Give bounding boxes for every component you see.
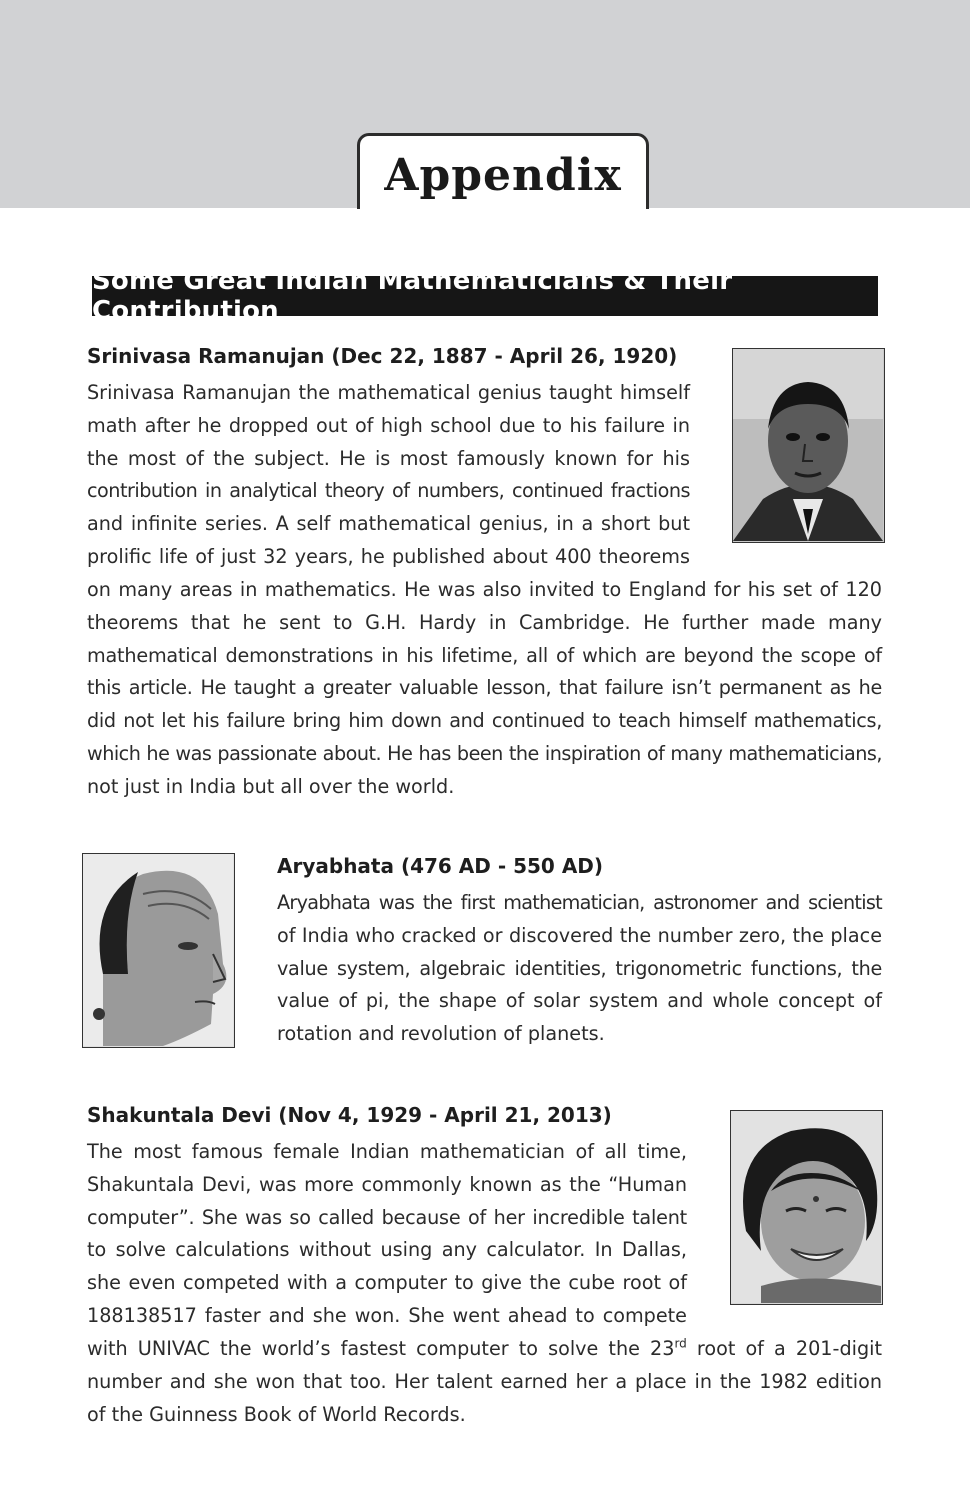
shakuntala-portrait-image bbox=[731, 1111, 881, 1303]
text-line: 188138517 faster and she won. She went ahead to compete bbox=[87, 1303, 687, 1327]
ramanujan-portrait bbox=[732, 348, 885, 543]
text-line: and infinite series. A self mathematical genius, in a short but bbox=[87, 512, 690, 536]
text-line: Srinivasa Ramanujan the mathematical genius taught himself bbox=[87, 381, 690, 404]
text-line: mathematical demonstrations in his lifetime, all of which are beyond the scope of bbox=[87, 643, 882, 667]
text-line: not just in India but all over the world. bbox=[87, 774, 455, 798]
text-segment: with UNIVAC the world’s fastest computer to solve the 23 bbox=[87, 1337, 675, 1360]
appendix-tab bbox=[357, 133, 649, 209]
page-title: Appendix bbox=[384, 150, 622, 201]
text-line: to solve calculations without using any calculator. In Dallas, bbox=[87, 1238, 687, 1262]
text-line: number and she won that too. Her talent earned her a place in the 1982 edition bbox=[87, 1369, 882, 1393]
shakuntala-text-top bbox=[87, 1136, 687, 1333]
shakuntala-text-bottom bbox=[87, 1333, 882, 1431]
shakuntala-heading: Shakuntala Devi (Nov 4, 1929 - April 21, 2013) bbox=[87, 1103, 612, 1127]
text-line: did not let his failure bring him down and continued to teach himself mathematics, bbox=[87, 709, 882, 733]
ramanujan-heading: Srinivasa Ramanujan (Dec 22, 1887 - April 26, 1920) bbox=[87, 344, 678, 368]
section-title: Some Great Indian Mathematicians & Their Contribution bbox=[92, 266, 733, 326]
ramanujan-text-bottom bbox=[87, 574, 882, 804]
text-line: theorems that he sent to G.H. Hardy in Cambridge. He further made many bbox=[87, 610, 882, 634]
text-line: Shakuntala Devi, was more commonly known as the “Human bbox=[87, 1172, 687, 1196]
text-line: value of pi, the shape of solar system and whole concept of bbox=[277, 989, 882, 1013]
text-line: the most of the subject. He is most famously known for his bbox=[87, 446, 690, 470]
text-segment: root of a 201-digit bbox=[686, 1337, 882, 1360]
aryabhata-portrait-image bbox=[83, 854, 233, 1046]
text-line: computer”. She was so called because of her incredible talent bbox=[87, 1205, 687, 1229]
aryabhata-heading: Aryabhata (476 AD - 550 AD) bbox=[277, 854, 604, 878]
text-line: this article. He taught a greater valuable lesson, that failure isn’t permanent as he bbox=[87, 676, 882, 700]
text-line: math after he dropped out of high school due to his failure in bbox=[87, 413, 690, 437]
aryabhata-portrait bbox=[82, 853, 235, 1048]
ramanujan-portrait-image bbox=[733, 349, 883, 541]
text-line: she even competed with a computer to give the cube root of bbox=[87, 1271, 687, 1295]
text-line: value system, algebraic identities, trigonometric functions, the bbox=[277, 956, 882, 980]
text-line: of the Guinness Book of World Records. bbox=[87, 1402, 466, 1426]
text-line: which he was passionate about. He has been the inspiration of many mathematicians, bbox=[87, 741, 882, 765]
text-line bbox=[87, 1333, 882, 1366]
aryabhata-text bbox=[277, 887, 882, 1051]
shakuntala-portrait bbox=[730, 1110, 883, 1305]
text-line: prolific life of just 32 years, he published about 400 theorems bbox=[87, 544, 690, 568]
text-line: The most famous female Indian mathematician of all time, bbox=[87, 1140, 687, 1163]
superscript: rd bbox=[674, 1336, 687, 1351]
text-line: rotation and revolution of planets. bbox=[277, 1022, 605, 1046]
text-line: contribution in analytical theory of numbers, continued fractions bbox=[87, 479, 690, 503]
section-banner bbox=[92, 266, 878, 326]
text-line: of India who cracked or discovered the number zero, the place bbox=[277, 923, 882, 947]
text-line: on many areas in mathematics. He was also invited to England for his set of 120 bbox=[87, 578, 882, 601]
ramanujan-text-top bbox=[87, 377, 690, 574]
text-line: Aryabhata was the first mathematician, astronomer and scientist bbox=[277, 891, 882, 914]
